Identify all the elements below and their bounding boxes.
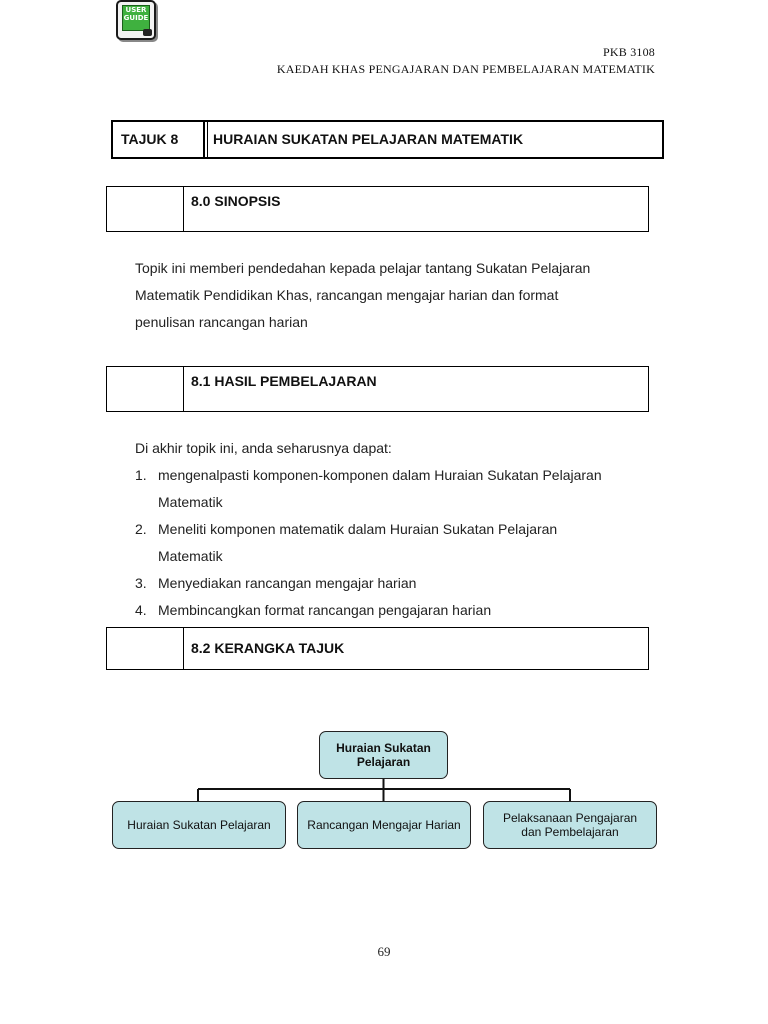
- synopsis-line: Topik ini memberi pendedahan kepada pelajar tantang Sukatan Pelajaran: [135, 260, 591, 276]
- section-framework-box: [106, 627, 649, 670]
- topic-label: TAJUK 8: [113, 122, 205, 157]
- outcomes-list: [135, 462, 602, 624]
- topic-title: HURAIAN SUKATAN PELAJARAN MATEMATIK: [207, 122, 662, 157]
- page-number: 69: [377, 944, 391, 959]
- topic-header-box: [111, 120, 664, 159]
- diagram-child-node: Huraian Sukatan Pelajaran: [112, 801, 286, 849]
- outcomes-intro: Di akhir topik ini, anda seharusnya dapat:: [135, 440, 392, 456]
- mouse-icon: [143, 29, 152, 36]
- synopsis-line: Matematik Pendidikan Khas, rancangan mengajar harian dan format: [135, 287, 559, 303]
- course-title: KAEDAH KHAS PENGAJARAN DAN PEMBELAJARAN MATEMATIK: [276, 62, 655, 76]
- list-item: 1. mengenalpasti komponen-komponen dalam Huraian Sukatan Pelajaran Matematik: [135, 462, 602, 516]
- section-outcomes-label: 8.1 HASIL PEMBELAJARAN: [191, 373, 377, 389]
- list-number: 3.: [135, 575, 147, 591]
- list-number: 2.: [135, 521, 147, 537]
- section-synopsis-label: 8.0 SINOPSIS: [191, 193, 281, 209]
- course-code: PKB 3108: [603, 45, 655, 59]
- synopsis-text: [135, 255, 590, 336]
- list-item: 3. Menyediakan rancangan mengajar harian: [135, 570, 602, 597]
- list-item: 4. Membincangkan format rancangan pengajaran harian: [135, 597, 602, 624]
- diagram-child-node: Rancangan Mengajar Harian: [297, 801, 471, 849]
- logo-text: USER GUIDE: [123, 6, 149, 22]
- user-guide-logo: [116, 0, 156, 40]
- synopsis-line: penulisan rancangan harian: [135, 314, 308, 330]
- list-number: 1.: [135, 467, 147, 483]
- diagram-child-node: Pelaksanaan Pengajaran dan Pembelajaran: [483, 801, 657, 849]
- section-framework-label: 8.2 KERANGKA TAJUK: [191, 640, 345, 656]
- diagram-root-node: Huraian Sukatan Pelajaran: [319, 731, 448, 779]
- list-item: 2. Meneliti komponen matematik dalam Huraian Sukatan Pelajaran Matematik: [135, 516, 602, 570]
- section-synopsis-box: [106, 186, 649, 232]
- list-number: 4.: [135, 602, 147, 618]
- section-outcomes-box: [106, 366, 649, 412]
